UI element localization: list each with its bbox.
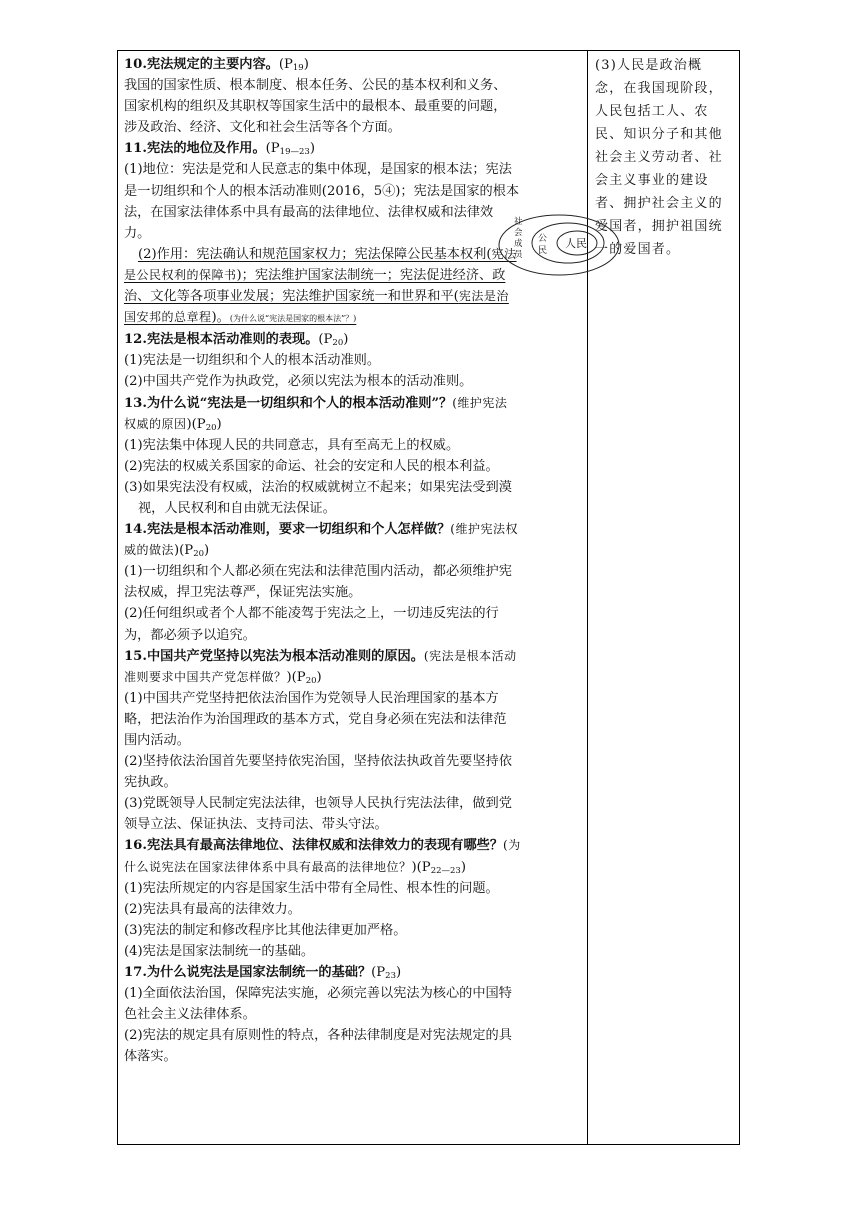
- s11-role-line: 国安邦的总章程)。(为什么说“宪法是国家的根本法”？): [124, 310, 357, 326]
- side-note-line: 人民包括工人、农: [595, 104, 709, 119]
- s15-line: (3)党既领导人民制定宪法法律，也领导人民执行宪法法律，做到党: [124, 796, 512, 812]
- s13-line: (1)宪法集中体现人民的共同意志，具有至高无上的权威。: [124, 437, 460, 453]
- s13-line: 视，人民权利和自由就无法保证。: [138, 500, 336, 516]
- s11-role-line: 治、文化等各项事业发展；宪法维护国家统一和世界和平(宪法是治: [124, 289, 509, 305]
- s11-line: 法，在国家法律体系中具有最高的法律地位、法律权威和法律效: [124, 204, 494, 220]
- s14-heading: 14.宪法是根本活动准则，要求一切组织和个人怎样做？(维护宪法权: [124, 522, 518, 538]
- s17-line: 色社会主义法律体系。: [124, 1007, 256, 1023]
- s10-line: 我国的国家性质、根本制度、根本任务、公民的基本权利和义务、: [124, 78, 507, 94]
- side-note-line: 念，在我国现阶段，: [595, 81, 723, 96]
- s13-line: (3)如果宪法没有权威，法治的权威就树立不起来；如果宪法受到漠: [124, 479, 512, 495]
- s16-line: (2)宪法具有最高的法律效力。: [124, 901, 301, 917]
- s14-line: 法权威，捍卫宪法尊严，保证宪法实施。: [124, 585, 362, 601]
- s15-line: 略，把法治作为治国理政的基本方式，党自身必须在宪法和法律范: [124, 711, 507, 727]
- side-note-line: 爱国者，拥护祖国统: [595, 219, 723, 234]
- s10-line: 国家机构的组织及其职权等国家生活中的最根本、最重要的问题，: [124, 99, 507, 115]
- side-note-line: 社会主义劳动者、社: [595, 150, 723, 165]
- s11-role-line: (2)作用：宪法确认和规范国家权力；宪法保障公民基本权利(宪法: [138, 246, 517, 262]
- s16-line: (4)宪法是国家法制统一的基础。: [124, 943, 315, 959]
- s11-line: 是一切组织和个人的根本活动准则(2016，5④)；宪法是国家的根本: [124, 183, 520, 199]
- side-note-line: (3)人民是政治概: [595, 58, 703, 73]
- s15-line: 宪执政。: [124, 775, 177, 791]
- s17-heading: 17.为什么说宪法是国家法制统一的基础？$(P_{23})$: [124, 965, 402, 982]
- s16-heading: 16.宪法具有最高法律地位、法律权威和法律效力的表现有哪些？(为: [124, 838, 521, 854]
- outer-label: 社 会 成 员: [514, 217, 523, 260]
- side-note-line: 民、知识分子和其他: [595, 127, 723, 142]
- main-column: [124, 54, 581, 1068]
- s11-heading: 11.宪法的地位及作用。$(P_{19—23})$: [124, 141, 315, 158]
- s14-heading-cont: 威的做法)$(P_{20})$: [124, 543, 210, 560]
- s16-line: (1)宪法所规定的内容是国家生活中带有全局性、根本性的问题。: [124, 880, 499, 896]
- s11-role-note: (为什么说“宪法是国家的根本法”？): [229, 314, 357, 324]
- s13-heading-cont: 权威的原因)$(P_{20})$: [124, 416, 222, 433]
- s10-line: 涉及政治、经济、文化和社会生活等各个方面。: [124, 120, 401, 136]
- s15-line: (1)中国共产党坚持把依法治国作为党领导人民治理国家的基本方: [124, 690, 499, 706]
- s11-line: (1)地位：宪法是党和人民意志的集中体现，是国家的根本法；宪法: [124, 162, 512, 178]
- s10-heading: 10.宪法规定的主要内容。$(P_{19})$: [124, 57, 309, 73]
- s13-heading: 13.为什么说“宪法是一切组织和个人的根本活动准则”？(维护宪法: [124, 395, 508, 411]
- s16-heading-cont: 什么说宪法在国家法律体系中具有最高的法律地位？)$(P_{22—23})$: [124, 859, 466, 876]
- s15-heading: 15.中国共产党坚持以宪法为根本活动准则的原因。(宪法是根本活动: [124, 648, 517, 664]
- side-note-line: 者、拥护社会主义的: [595, 196, 723, 211]
- s13-line: (2)宪法的权威关系国家的命运、社会的安定和人民的根本利益。: [124, 458, 499, 474]
- side-note-line: 一的爱国者。: [595, 242, 681, 257]
- s14-line: (1)一切组织和个人都必须在宪法和法律范围内活动，都必须维护宪: [124, 564, 512, 580]
- s11-line: 力。: [124, 225, 151, 241]
- s14-line: (2)任何组织或者个人都不能凌驾于宪法之上，一切违反宪法的行: [124, 606, 499, 622]
- s16-line: (3)宪法的制定和修改程序比其他法律更加严格。: [124, 922, 407, 938]
- s11-role-line: 是公民权利的保障书)；宪法维护国家法制统一；宪法促进经济、政: [124, 267, 506, 283]
- s15-heading-cont: 准则要求中国共产党怎样做？)$(P_{20})$: [124, 669, 322, 686]
- s12-line: (2)中国共产党作为执政党，必须以宪法为根本的活动准则。: [124, 374, 473, 390]
- s15-line: 领导立法、保证执法、支持司法、带头守法。: [124, 817, 388, 833]
- notes-table: [117, 50, 740, 1145]
- s12-line: (1)宪法是一切组织和个人的根本活动准则。: [124, 353, 381, 369]
- s12-heading: 12.宪法是根本活动准则的表现。$(P_{20})$: [124, 332, 349, 349]
- venn-diagram: [497, 213, 621, 277]
- s17-line: (1)全面依法治国，保障宪法实施，必须完善以宪法为核心的中国特: [124, 986, 512, 1002]
- s17-line: 体落实。: [124, 1049, 177, 1065]
- s17-line: (2)宪法的规定具有原则性的特点，各种法律制度是对宪法规定的具: [124, 1028, 512, 1044]
- s15-line: 围内活动。: [124, 733, 190, 748]
- middle-label: 公 民: [538, 234, 548, 256]
- s15-line: (2)坚持依法治国首先要坚持依宪治国，坚持依法执政首先要坚持依: [124, 754, 512, 770]
- s14-line: 为，都必须予以追究。: [124, 627, 256, 643]
- side-note-line: 会主义事业的建设: [595, 173, 709, 188]
- inner-label: 人民: [565, 237, 587, 250]
